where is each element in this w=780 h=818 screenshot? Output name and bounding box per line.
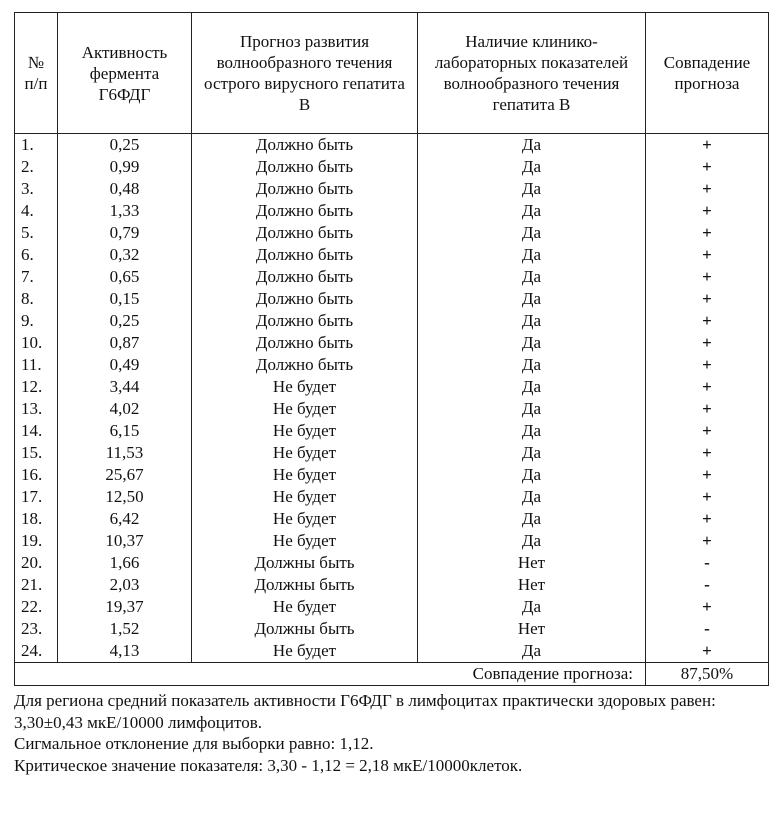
cell-forecast: Должно быть xyxy=(192,354,418,376)
cell-forecast: Не будет xyxy=(192,486,418,508)
cell-activity: 25,67 xyxy=(58,464,192,486)
table-row xyxy=(15,640,769,663)
cell-num: 11. xyxy=(15,354,58,376)
cell-forecast: Должно быть xyxy=(192,200,418,222)
cell-forecast: Должно быть xyxy=(192,332,418,354)
cell-presence: Да xyxy=(418,332,646,354)
cell-forecast: Должны быть xyxy=(192,574,418,596)
cell-activity: 0,48 xyxy=(58,178,192,200)
cell-activity: 0,25 xyxy=(58,134,192,157)
cell-presence: Да xyxy=(418,442,646,464)
cell-num: 16. xyxy=(15,464,58,486)
cell-num: 20. xyxy=(15,552,58,574)
cell-match: + xyxy=(646,376,769,398)
cell-activity: 11,53 xyxy=(58,442,192,464)
table-body xyxy=(15,134,769,663)
header-forecast: Прогноз развития волнообразного течения острого вирусного гепатита В xyxy=(192,13,418,134)
cell-forecast: Должно быть xyxy=(192,244,418,266)
cell-num: 6. xyxy=(15,244,58,266)
cell-presence: Да xyxy=(418,310,646,332)
cell-presence: Да xyxy=(418,222,646,244)
cell-match: - xyxy=(646,618,769,640)
cell-match: + xyxy=(646,464,769,486)
table-row xyxy=(15,134,769,157)
cell-presence: Да xyxy=(418,266,646,288)
cell-match: + xyxy=(646,332,769,354)
cell-num: 18. xyxy=(15,508,58,530)
table-row xyxy=(15,486,769,508)
cell-num: 5. xyxy=(15,222,58,244)
cell-forecast: Не будет xyxy=(192,398,418,420)
cell-forecast: Должно быть xyxy=(192,288,418,310)
cell-activity: 4,02 xyxy=(58,398,192,420)
table-row xyxy=(15,244,769,266)
cell-match: + xyxy=(646,530,769,552)
table-row xyxy=(15,464,769,486)
results-table xyxy=(14,12,769,686)
notes xyxy=(14,690,768,776)
cell-presence: Да xyxy=(418,596,646,618)
cell-forecast: Должно быть xyxy=(192,156,418,178)
cell-forecast: Не будет xyxy=(192,376,418,398)
table-row xyxy=(15,354,769,376)
cell-activity: 0,25 xyxy=(58,310,192,332)
table-row xyxy=(15,266,769,288)
cell-activity: 19,37 xyxy=(58,596,192,618)
cell-activity: 1,66 xyxy=(58,552,192,574)
cell-match: + xyxy=(646,596,769,618)
cell-match: + xyxy=(646,420,769,442)
cell-match: + xyxy=(646,486,769,508)
table-row xyxy=(15,442,769,464)
cell-activity: 0,99 xyxy=(58,156,192,178)
summary-label: Совпадение прогноза: xyxy=(15,663,646,686)
cell-num: 14. xyxy=(15,420,58,442)
cell-match: - xyxy=(646,552,769,574)
cell-presence: Да xyxy=(418,288,646,310)
cell-match: + xyxy=(646,508,769,530)
cell-num: 15. xyxy=(15,442,58,464)
table-row xyxy=(15,574,769,596)
cell-presence: Нет xyxy=(418,618,646,640)
cell-activity: 0,32 xyxy=(58,244,192,266)
table-row xyxy=(15,530,769,552)
cell-match: + xyxy=(646,178,769,200)
document xyxy=(14,12,768,776)
cell-activity: 10,37 xyxy=(58,530,192,552)
cell-forecast: Не будет xyxy=(192,464,418,486)
cell-forecast: Не будет xyxy=(192,596,418,618)
cell-forecast: Должно быть xyxy=(192,310,418,332)
table-row xyxy=(15,288,769,310)
cell-presence: Да xyxy=(418,464,646,486)
cell-forecast: Должно быть xyxy=(192,178,418,200)
cell-activity: 6,42 xyxy=(58,508,192,530)
summary-row xyxy=(15,663,769,686)
cell-num: 1. xyxy=(15,134,58,157)
cell-activity: 0,49 xyxy=(58,354,192,376)
cell-activity: 1,33 xyxy=(58,200,192,222)
cell-presence: Да xyxy=(418,398,646,420)
cell-forecast: Не будет xyxy=(192,442,418,464)
cell-num: 4. xyxy=(15,200,58,222)
cell-num: 23. xyxy=(15,618,58,640)
cell-forecast: Должны быть xyxy=(192,552,418,574)
cell-forecast: Должны быть xyxy=(192,618,418,640)
table-row xyxy=(15,398,769,420)
cell-presence: Да xyxy=(418,508,646,530)
cell-presence: Нет xyxy=(418,574,646,596)
cell-num: 22. xyxy=(15,596,58,618)
cell-activity: 1,52 xyxy=(58,618,192,640)
table-row xyxy=(15,552,769,574)
cell-forecast: Должно быть xyxy=(192,222,418,244)
table-row xyxy=(15,420,769,442)
cell-activity: 0,65 xyxy=(58,266,192,288)
cell-match: + xyxy=(646,442,769,464)
cell-forecast: Не будет xyxy=(192,530,418,552)
table-row xyxy=(15,200,769,222)
summary-value: 87,50% xyxy=(646,663,769,686)
cell-match: + xyxy=(646,310,769,332)
cell-num: 13. xyxy=(15,398,58,420)
cell-presence: Да xyxy=(418,530,646,552)
cell-forecast: Должно быть xyxy=(192,134,418,157)
cell-match: + xyxy=(646,156,769,178)
cell-num: 24. xyxy=(15,640,58,663)
cell-presence: Да xyxy=(418,420,646,442)
cell-activity: 2,03 xyxy=(58,574,192,596)
cell-presence: Да xyxy=(418,156,646,178)
cell-activity: 0,79 xyxy=(58,222,192,244)
cell-presence: Да xyxy=(418,486,646,508)
cell-match: + xyxy=(646,200,769,222)
table-row xyxy=(15,332,769,354)
cell-num: 12. xyxy=(15,376,58,398)
table-row xyxy=(15,310,769,332)
note-critical: Критическое значение показателя: 3,30 - 1,12 = 2,18 мкЕ/10000клеток. xyxy=(14,755,523,775)
cell-presence: Нет xyxy=(418,552,646,574)
cell-match: + xyxy=(646,354,769,376)
table-row xyxy=(15,618,769,640)
cell-presence: Да xyxy=(418,354,646,376)
cell-activity: 0,15 xyxy=(58,288,192,310)
table-row xyxy=(15,508,769,530)
cell-forecast: Не будет xyxy=(192,508,418,530)
cell-match: + xyxy=(646,244,769,266)
table-row xyxy=(15,376,769,398)
cell-num: 2. xyxy=(15,156,58,178)
cell-match: + xyxy=(646,222,769,244)
cell-forecast: Должно быть xyxy=(192,266,418,288)
cell-activity: 0,87 xyxy=(58,332,192,354)
table-row xyxy=(15,596,769,618)
cell-presence: Да xyxy=(418,178,646,200)
cell-activity: 6,15 xyxy=(58,420,192,442)
cell-presence: Да xyxy=(418,134,646,157)
cell-presence: Да xyxy=(418,200,646,222)
cell-num: 17. xyxy=(15,486,58,508)
cell-match: + xyxy=(646,134,769,157)
header-num: № п/п xyxy=(15,13,58,134)
header-row xyxy=(15,13,769,134)
cell-match: + xyxy=(646,398,769,420)
cell-match: + xyxy=(646,266,769,288)
header-activity: Активность фермента Г6ФДГ xyxy=(58,13,192,134)
cell-num: 9. xyxy=(15,310,58,332)
table-row xyxy=(15,222,769,244)
cell-presence: Да xyxy=(418,640,646,663)
table-row xyxy=(15,156,769,178)
cell-num: 7. xyxy=(15,266,58,288)
cell-presence: Да xyxy=(418,244,646,266)
cell-num: 19. xyxy=(15,530,58,552)
header-match: Совпадение прогноза xyxy=(646,13,769,134)
cell-num: 10. xyxy=(15,332,58,354)
cell-forecast: Не будет xyxy=(192,420,418,442)
cell-match: + xyxy=(646,288,769,310)
cell-activity: 4,13 xyxy=(58,640,192,663)
cell-presence: Да xyxy=(418,376,646,398)
cell-num: 8. xyxy=(15,288,58,310)
cell-match: - xyxy=(646,574,769,596)
cell-num: 21. xyxy=(15,574,58,596)
cell-num: 3. xyxy=(15,178,58,200)
table-row xyxy=(15,178,769,200)
note-sigma: Сигмальное отклонение для выборки равно: 1,12. xyxy=(14,734,374,753)
cell-forecast: Не будет xyxy=(192,640,418,663)
cell-activity: 12,50 xyxy=(58,486,192,508)
note-mean: Для региона средний показатель активности Г6ФДГ в лимфоцитах практически здоровых равен: 3,30±0,43 мкЕ/10000 лимфоцитов. xyxy=(14,691,716,732)
header-presence: Наличие клинико-лабораторных показателей волнообразного течения гепатита В xyxy=(418,13,646,134)
cell-match: + xyxy=(646,640,769,663)
cell-activity: 3,44 xyxy=(58,376,192,398)
